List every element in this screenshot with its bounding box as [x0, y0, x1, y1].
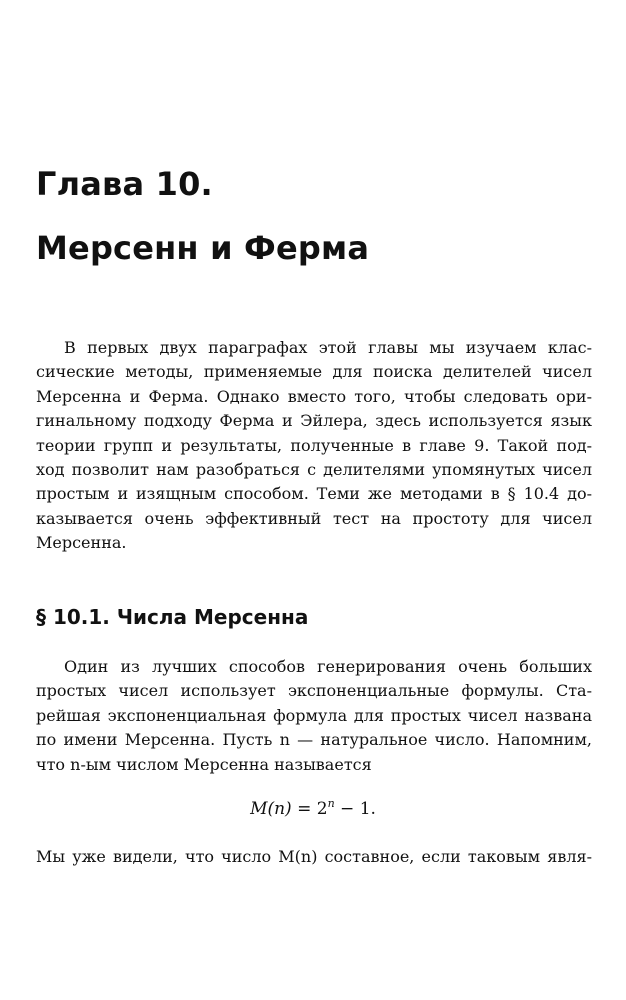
- paragraph-line: Один из лучших способов генерирования очень больших: [64, 657, 592, 676]
- chapter-number: Глава 10.: [36, 165, 213, 203]
- paragraph-line: рейшая экспоненциальная формула для простых чисел названа: [36, 705, 592, 725]
- paragraph-line: по имени Мерсенна. Пусть n — натуральное число. Напомним,: [36, 730, 592, 750]
- mersenne-formula: [0, 796, 626, 822]
- formula-lhs: M(n): [250, 799, 292, 819]
- section-heading: § 10.1. Числа Мерсенна: [36, 605, 309, 629]
- paragraph-line: Мерсенна.: [36, 533, 127, 553]
- paragraph-line: гинальному подходу Ферма и Эйлера, здесь используется язык: [36, 411, 592, 431]
- formula-rhs: − 1.: [334, 799, 376, 819]
- chapter-title: Мерсенн и Ферма: [36, 229, 370, 267]
- paragraph-line: Мы уже видели, что число M(n) составное, если таковым явля-: [36, 847, 592, 866]
- closing-paragraph: [36, 845, 592, 869]
- paragraph-line: простым и изящным способом. Теми же методами в § 10.4 до-: [36, 484, 592, 504]
- paragraph-line: ход позволит нам разобраться с делителями упомянутых чисел: [36, 459, 592, 479]
- paragraph-line: что n-ым числом Мерсенна называется: [36, 754, 372, 774]
- paragraph-line: сические методы, применяемые для поиска делителей чисел: [36, 362, 592, 382]
- section-paragraph: [36, 655, 592, 777]
- paragraph-line: В первых двух параграфах этой главы мы изучаем клас-: [64, 338, 592, 357]
- intro-paragraph: [36, 336, 592, 556]
- formula-base: = 2: [291, 799, 328, 819]
- paragraph-line: теории групп и результаты, полученные в главе 9. Такой под-: [36, 435, 592, 455]
- paragraph-line: Мерсенна и Ферма. Однако вместо того, чтобы следовать ори-: [36, 386, 592, 406]
- formula-exponent: n: [327, 797, 335, 810]
- paragraph-line: простых чисел использует экспоненциальные формулы. Ста-: [36, 681, 592, 701]
- paragraph-line: казывается очень эффективный тест на простоту для чисел: [36, 508, 592, 528]
